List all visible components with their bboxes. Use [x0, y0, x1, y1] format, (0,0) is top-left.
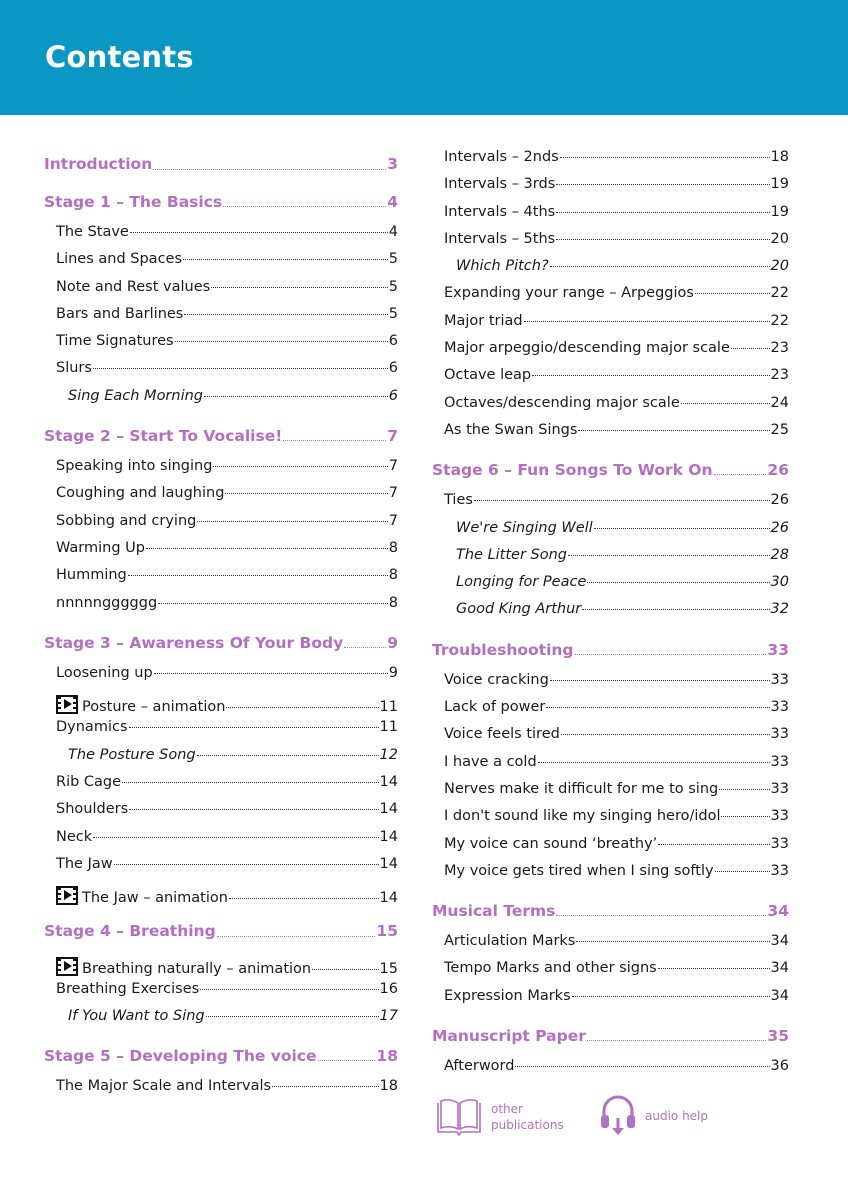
toc-page-number: 30	[770, 574, 789, 591]
toc-page-number: 14	[379, 774, 398, 791]
toc-entry[interactable]	[432, 699, 789, 726]
toc-page-number: 16	[379, 980, 398, 997]
dot-leader	[561, 734, 770, 735]
toc-page-number: 33	[770, 808, 789, 825]
toc-page-number: 6	[388, 360, 398, 377]
toc-entry-title: As the Swan Sings	[444, 421, 578, 438]
audio-help-label: audio help	[645, 1108, 709, 1123]
dot-leader	[130, 232, 388, 233]
dot-leader	[184, 314, 387, 315]
dot-leader	[158, 603, 388, 604]
toc-page-number: 26	[767, 461, 789, 480]
toc-page-number: 9	[387, 633, 398, 652]
toc-entry-title: Shoulders	[56, 801, 129, 818]
toc-entry-title: Rib Cage	[56, 774, 122, 791]
dot-leader	[695, 293, 770, 294]
toc-entry-title: Slurs	[56, 360, 92, 377]
toc-entry[interactable]	[44, 540, 398, 567]
dot-leader	[587, 582, 769, 583]
toc-entry-title: I don't sound like my singing hero/idol	[444, 808, 721, 825]
toc-page-number: 14	[379, 828, 398, 845]
toc-entry[interactable]	[432, 313, 789, 340]
toc-page-number: 12	[379, 746, 398, 763]
dot-leader	[587, 1040, 767, 1041]
audio-help-link[interactable]	[599, 1094, 717, 1138]
toc-entry[interactable]	[44, 719, 398, 746]
dot-leader	[213, 466, 387, 467]
toc-entry[interactable]	[432, 176, 789, 203]
dot-leader	[146, 548, 388, 549]
toc-entry[interactable]	[44, 883, 398, 910]
toc-entry[interactable]	[432, 1058, 789, 1085]
toc-entry[interactable]	[432, 547, 789, 574]
dot-leader	[560, 157, 770, 158]
toc-page-number: 28	[770, 546, 789, 563]
toc-entry[interactable]	[44, 279, 398, 306]
toc-page-number: 33	[770, 726, 789, 743]
dot-leader	[681, 403, 770, 404]
dot-leader	[217, 936, 376, 937]
toc-entry[interactable]	[44, 856, 398, 883]
toc-entry[interactable]	[44, 774, 398, 801]
dot-leader	[129, 727, 379, 728]
toc-entry[interactable]	[432, 960, 789, 987]
dot-leader	[93, 368, 388, 369]
toc-entry-title: Intervals – 5ths	[444, 230, 556, 247]
toc-page-number: 34	[770, 933, 789, 950]
dot-leader	[575, 654, 767, 655]
header-bar	[0, 0, 848, 115]
dot-leader	[572, 996, 770, 997]
toc-entry[interactable]	[44, 224, 398, 251]
dot-leader	[515, 1066, 769, 1067]
toc-page-number: 15	[376, 922, 398, 941]
toc-entry-title: I have a cold	[444, 753, 537, 770]
dot-leader	[183, 259, 388, 260]
toc-entry-title: Expanding your range – Arpeggios	[444, 285, 694, 302]
dot-leader	[206, 1016, 379, 1017]
page-title: Contents	[45, 40, 194, 74]
toc-entry-title: The Major Scale and Intervals	[56, 1078, 272, 1095]
toc-entry[interactable]	[432, 808, 789, 835]
toc-page-number: 7	[388, 485, 398, 502]
toc-entry-title: The Posture Song	[68, 746, 196, 763]
dot-leader	[318, 1060, 376, 1061]
toc-page-number: 34	[770, 987, 789, 1004]
toc-entry-title: Octaves/descending major scale	[444, 394, 680, 411]
toc-entry-title: nnnnngggggg	[56, 594, 158, 611]
toc-entry[interactable]	[432, 863, 789, 890]
toc-page-number: 22	[770, 312, 789, 329]
toc-page-number: 19	[770, 176, 789, 193]
dot-leader	[226, 707, 378, 708]
toc-page-number: 33	[770, 671, 789, 688]
dot-leader	[344, 647, 386, 648]
toc-entry-title: Ties	[444, 492, 473, 509]
toc-page-number: 23	[770, 340, 789, 357]
toc-page-number: 8	[388, 594, 398, 611]
toc-page-number: 14	[379, 890, 398, 907]
toc-entry[interactable]	[432, 492, 789, 519]
toc-entry[interactable]	[432, 933, 789, 960]
dot-leader	[550, 266, 770, 267]
dot-leader	[576, 941, 769, 942]
dot-leader	[229, 898, 379, 899]
dot-leader	[714, 474, 767, 475]
toc-page-number: 19	[770, 203, 789, 220]
dot-leader	[200, 989, 378, 990]
toc-entry-title: Nerves make it difficult for me to sing	[444, 780, 719, 797]
toc-entry[interactable]	[44, 954, 398, 981]
toc-entry[interactable]	[44, 981, 398, 1008]
dot-leader	[122, 782, 378, 783]
dot-leader	[594, 528, 770, 529]
toc-entry[interactable]	[432, 258, 789, 285]
other-publications-label: other publications	[491, 1101, 564, 1132]
toc-entry-title: Dynamics	[56, 719, 128, 736]
dot-leader	[578, 430, 769, 431]
toc-section-heading[interactable]	[44, 1035, 398, 1078]
toc-page-number: 20	[770, 230, 789, 247]
toc-entry-title: Speaking into singing	[56, 458, 213, 475]
headphones-icon	[599, 1094, 637, 1138]
toc-entry-title: Good King Arthur	[456, 601, 582, 618]
toc-entry[interactable]	[44, 360, 398, 387]
toc-page-number: 18	[376, 1047, 398, 1066]
dot-leader	[658, 968, 770, 969]
toc-entry-title: Musical Terms	[432, 901, 556, 920]
other-publications-link[interactable]	[435, 1098, 563, 1136]
toc-entry-title: Coughing and laughing	[56, 485, 225, 502]
dot-leader	[731, 348, 770, 349]
toc-section-heading[interactable]	[44, 415, 398, 458]
dot-leader	[658, 844, 769, 845]
toc-page-number: 22	[770, 285, 789, 302]
toc-entry-title: Neck	[56, 828, 93, 845]
toc-entry[interactable]	[44, 747, 398, 774]
dot-leader	[546, 707, 769, 708]
toc-page-number: 33	[770, 835, 789, 852]
book-icon	[435, 1098, 483, 1136]
footer-links	[432, 1094, 789, 1144]
toc-entry-title: Introduction	[44, 155, 153, 174]
toc-page-number: 5	[388, 251, 398, 268]
toc-section-heading[interactable]	[432, 629, 789, 672]
toc-entry-title: Stage 1 – The Basics	[44, 192, 223, 211]
dot-leader	[538, 762, 770, 763]
toc-entry[interactable]	[432, 672, 789, 699]
dot-leader	[582, 609, 769, 610]
toc-entry-title: Breathing Exercises	[56, 980, 200, 997]
toc-page-number: 15	[379, 960, 398, 977]
toc-entry-title: Lack of power	[444, 699, 546, 716]
toc-entry-title: Stage 6 – Fun Songs To Work On	[432, 461, 713, 480]
toc-page-number: 5	[388, 305, 398, 322]
dot-leader	[556, 239, 769, 240]
toc-page-number: 14	[379, 855, 398, 872]
dot-leader	[154, 673, 388, 674]
toc-entry[interactable]	[44, 595, 398, 622]
toc-entry-title: Time Signatures	[56, 333, 174, 350]
toc-entry[interactable]	[44, 306, 398, 333]
toc-entry[interactable]	[432, 367, 789, 394]
toc-page-number: 6	[388, 387, 398, 404]
toc-entry-title: Posture – animation	[82, 699, 226, 716]
toc-entry-title: Intervals – 4ths	[444, 203, 556, 220]
toc-page-number: 17	[379, 1008, 398, 1025]
toc-entry[interactable]	[432, 836, 789, 863]
toc-section-heading[interactable]	[44, 149, 398, 181]
toc-entry[interactable]	[432, 601, 789, 628]
toc-entry-title: Sing Each Morning	[68, 387, 204, 404]
dot-leader	[197, 521, 387, 522]
toc-entry[interactable]	[432, 988, 789, 1015]
toc-entry[interactable]	[432, 204, 789, 231]
toc-entry[interactable]	[432, 395, 789, 422]
dot-leader	[128, 575, 388, 576]
toc-page-number: 11	[379, 699, 398, 716]
toc-entry-title: Loosening up	[56, 664, 153, 681]
toc-entry-title: Sobbing and crying	[56, 512, 197, 529]
dot-leader	[532, 375, 769, 376]
toc-page-number: 25	[770, 421, 789, 438]
toc-page-number: 33	[770, 699, 789, 716]
toc-page-number: 33	[770, 753, 789, 770]
toc-page-number: 18	[379, 1078, 398, 1095]
toc-entry-title: The Litter Song	[456, 546, 568, 563]
dot-leader	[129, 809, 378, 810]
toc-section-heading[interactable]	[44, 622, 398, 665]
dot-leader	[550, 680, 770, 681]
dot-leader	[474, 500, 770, 501]
toc-page-number: 33	[770, 780, 789, 797]
toc-entry[interactable]	[44, 567, 398, 594]
dot-leader	[719, 789, 769, 790]
toc-entry-title: The Stave	[56, 224, 129, 240]
dot-leader	[153, 169, 386, 170]
toc-entry[interactable]	[44, 665, 398, 692]
dot-leader	[114, 864, 379, 865]
toc-entry[interactable]	[44, 829, 398, 856]
dot-leader	[175, 341, 388, 342]
toc-entry[interactable]	[44, 333, 398, 360]
toc-page-number: 5	[388, 278, 398, 295]
toc-entry-title: Octave leap	[444, 367, 532, 384]
dot-leader	[211, 287, 388, 288]
dot-leader	[204, 396, 388, 397]
toc-page-number: 20	[770, 258, 789, 275]
toc-section-heading[interactable]	[432, 890, 789, 933]
dot-leader	[556, 212, 769, 213]
dot-leader	[524, 321, 770, 322]
toc-page-number: 8	[388, 567, 398, 584]
toc-section-heading[interactable]	[432, 449, 789, 492]
toc-page-number: 4	[387, 192, 398, 211]
toc-page-number: 33	[767, 640, 789, 659]
toc-page-number: 32	[770, 601, 789, 618]
toc-entry[interactable]	[44, 1008, 398, 1035]
toc-entry-title: Lines and Spaces	[56, 251, 183, 268]
toc-entry[interactable]	[44, 458, 398, 485]
toc-entry-title: Tempo Marks and other signs	[444, 960, 657, 977]
toc-page-number: 36	[770, 1058, 789, 1075]
toc-entry[interactable]	[44, 513, 398, 540]
toc-entry-title: Humming	[56, 567, 127, 584]
toc-entry-title: Stage 3 – Awareness Of Your Body	[44, 633, 344, 652]
toc-entry-title: Intervals – 3rds	[444, 176, 556, 193]
dot-leader	[225, 493, 387, 494]
toc-entry-title: Intervals – 2nds	[444, 149, 559, 165]
toc-entry-title: The Jaw	[56, 855, 113, 872]
toc-page-number: 18	[770, 149, 789, 165]
toc-entry-title: My voice can sound ‘breathy’	[444, 835, 658, 852]
dot-leader	[556, 184, 769, 185]
toc-entry-title: Warming Up	[56, 539, 145, 556]
dot-leader	[556, 915, 766, 916]
toc-entry-title: We're Singing Well	[456, 519, 593, 536]
dot-leader	[721, 816, 769, 817]
toc-page-number: 7	[388, 458, 398, 475]
toc-page-number: 6	[388, 333, 398, 350]
toc-page-number: 3	[387, 155, 398, 174]
toc-entry[interactable]	[432, 422, 789, 449]
toc-section-heading[interactable]	[44, 181, 398, 224]
toc-entry-title: Major arpeggio/descending major scale	[444, 340, 730, 357]
video-play-icon	[56, 886, 78, 905]
toc-entry-title: Voice cracking	[444, 671, 549, 688]
toc-page-number: 33	[770, 862, 789, 879]
toc-left-column	[44, 149, 398, 1106]
toc-page-number: 35	[767, 1026, 789, 1045]
toc-entry[interactable]	[44, 1078, 398, 1105]
dot-leader	[568, 555, 770, 556]
toc-page-number: 26	[770, 492, 789, 509]
dot-leader	[197, 755, 379, 756]
toc-section-heading[interactable]	[44, 911, 398, 954]
toc-page-number: 7	[387, 426, 398, 445]
toc-entry[interactable]	[432, 574, 789, 601]
dot-leader	[715, 871, 770, 872]
toc-entry[interactable]	[44, 801, 398, 828]
toc-page-number: 34	[767, 901, 789, 920]
toc-page-number: 34	[770, 960, 789, 977]
toc-entry[interactable]	[432, 520, 789, 547]
toc-page-number: 14	[379, 801, 398, 818]
toc-page-number: 4	[388, 224, 398, 240]
toc-entry[interactable]	[432, 726, 789, 753]
toc-entry[interactable]	[44, 388, 398, 415]
dot-leader	[312, 969, 378, 970]
video-play-icon	[56, 957, 78, 976]
toc-entry-title: The Jaw – animation	[82, 890, 228, 907]
toc-entry-title: Manuscript Paper	[432, 1026, 586, 1045]
toc-entry-title: Bars and Barlines	[56, 305, 184, 322]
toc-page-number: 23	[770, 367, 789, 384]
dot-leader	[223, 206, 386, 207]
toc-entry-title: Breathing naturally – animation	[82, 960, 312, 977]
toc-entry-title: If You Want to Sing	[68, 1008, 205, 1025]
toc-entry[interactable]	[44, 251, 398, 278]
toc-entry[interactable]	[432, 754, 789, 781]
toc-entry[interactable]	[432, 149, 789, 176]
toc-entry-title: Major triad	[444, 312, 523, 329]
toc-page-number: 9	[388, 664, 398, 681]
toc-entry-title: Articulation Marks	[444, 933, 576, 950]
dot-leader	[93, 837, 378, 838]
toc-page-number: 24	[770, 394, 789, 411]
toc-right-column	[432, 149, 789, 1085]
toc-entry[interactable]	[432, 340, 789, 367]
toc-entry-title: Troubleshooting	[432, 640, 574, 659]
toc-entry-title: Note and Rest values	[56, 278, 211, 295]
toc-entry[interactable]	[432, 781, 789, 808]
toc-entry-title: Voice feels tired	[444, 726, 560, 743]
toc-page-number: 26	[770, 519, 789, 536]
dot-leader	[283, 440, 386, 441]
toc-entry-title: My voice gets tired when I sing softly	[444, 862, 714, 879]
toc-page-number: 7	[388, 512, 398, 529]
video-play-icon	[56, 695, 78, 714]
toc-entry-title: Stage 4 – Breathing	[44, 922, 216, 941]
toc-entry-title: Expression Marks	[444, 987, 571, 1004]
toc-entry[interactable]	[44, 485, 398, 512]
toc-section-heading[interactable]	[432, 1015, 789, 1058]
toc-page-number: 11	[379, 719, 398, 736]
toc-entry[interactable]	[44, 692, 398, 719]
toc-entry-title: Longing for Peace	[456, 574, 587, 591]
toc-entry[interactable]	[432, 285, 789, 312]
toc-entry-title: Afterword	[444, 1058, 515, 1075]
dot-leader	[272, 1086, 379, 1087]
toc-entry-title: Stage 5 – Developing The voice	[44, 1047, 317, 1066]
toc-entry-title: Stage 2 – Start To Vocalise!	[44, 426, 283, 445]
toc-entry[interactable]	[432, 231, 789, 258]
toc-entry-title: Which Pitch?	[456, 258, 549, 275]
toc-page-number: 8	[388, 539, 398, 556]
